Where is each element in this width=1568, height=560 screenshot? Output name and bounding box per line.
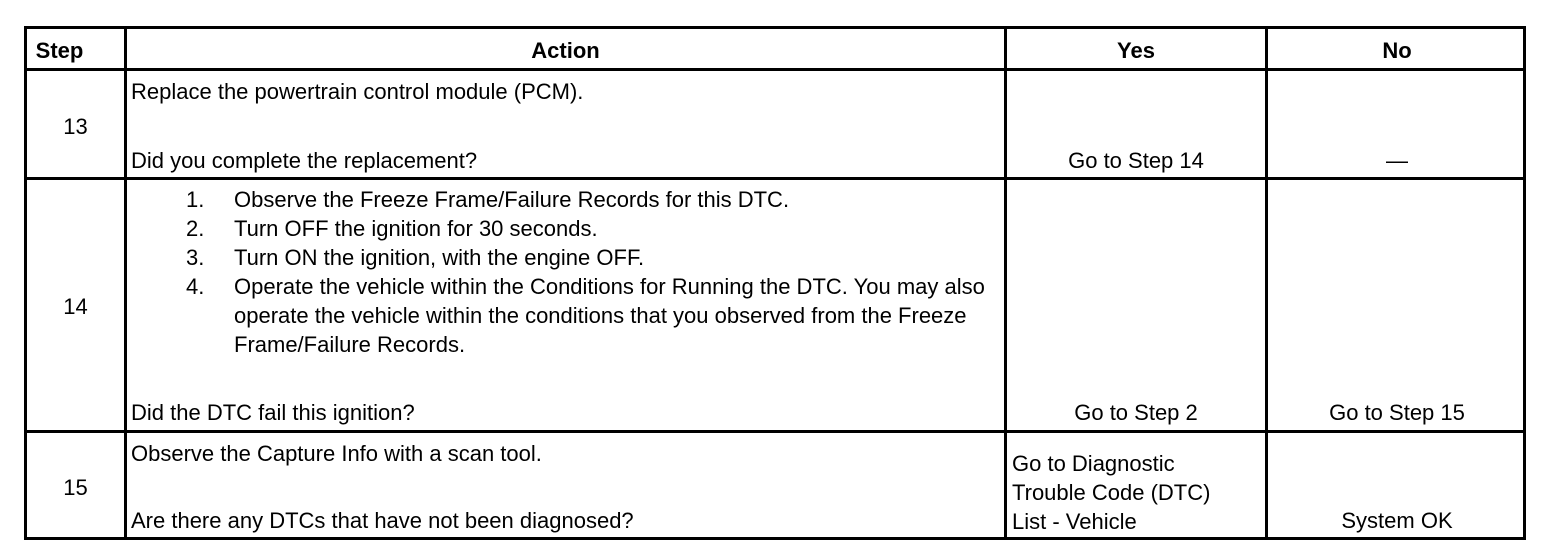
action-question: Are there any DTCs that have not been diagnosed? (131, 508, 634, 533)
header-yes: Yes (1117, 38, 1155, 63)
row-divider (27, 177, 1523, 180)
action-instruction: Replace the powertrain control module (PCM). (131, 79, 584, 104)
yes-result: Go to Step 14 (1068, 148, 1204, 173)
row-divider (27, 68, 1523, 71)
list-item-text: Observe the Freeze Frame/Failure Records for this DTC. (234, 187, 790, 212)
step-number: 13 (63, 114, 88, 139)
column-divider (124, 29, 127, 537)
yes-result-line: Go to Diagnostic (1012, 451, 1175, 476)
yes-result-line: Trouble Code (DTC) (1012, 480, 1211, 505)
list-item-text: Turn ON the ignition, with the engine OFF. (234, 245, 645, 270)
list-item (131, 185, 1001, 214)
step-number: 14 (63, 294, 88, 319)
no-result: System OK (1341, 508, 1453, 533)
header-no: No (1382, 38, 1412, 63)
list-item-number: 3. (186, 245, 205, 270)
header-action: Action (531, 38, 600, 63)
yes-result: Go to Step 2 (1074, 400, 1198, 425)
action-question: Did you complete the replacement? (131, 148, 478, 173)
list-item (131, 243, 1001, 272)
column-divider (1265, 29, 1268, 537)
action-instruction: Observe the Capture Info with a scan tool. (131, 441, 542, 466)
yes-result-line: List - Vehicle (1012, 509, 1137, 534)
no-result: Go to Step 15 (1329, 400, 1465, 425)
list-item (131, 214, 1001, 243)
list-item (131, 272, 1001, 359)
diagnostic-table (24, 26, 1526, 540)
list-item-text: Operate the vehicle within the Conditions for Running the DTC. You may also operate the vehicle within the conditions that you observed from the Freeze Frame/Failure Records. (234, 274, 985, 357)
action-steps-list (131, 185, 1001, 359)
list-item-number: 4. (186, 274, 205, 299)
yes-result (1012, 449, 1210, 536)
no-result: — (1386, 148, 1408, 173)
list-item-number: 1. (186, 187, 205, 212)
step-number: 15 (63, 475, 88, 500)
row-divider (27, 430, 1523, 433)
list-item-number: 2. (186, 216, 205, 241)
list-item-text: Turn OFF the ignition for 30 seconds. (234, 216, 598, 241)
column-divider (1004, 29, 1007, 537)
action-question: Did the DTC fail this ignition? (131, 400, 415, 425)
header-step: Step (35, 38, 84, 63)
